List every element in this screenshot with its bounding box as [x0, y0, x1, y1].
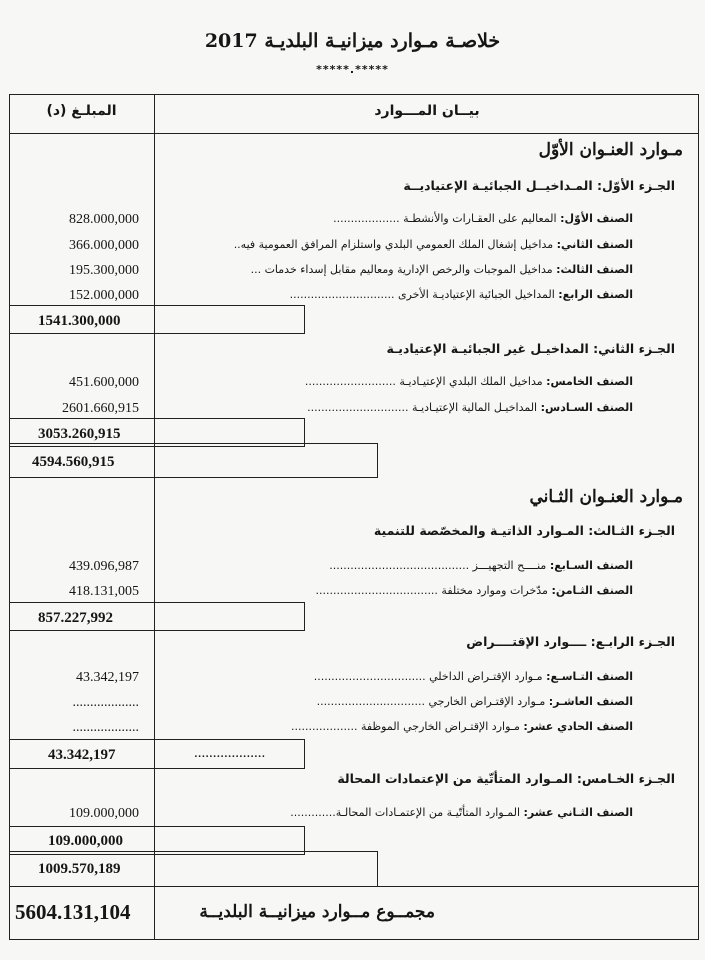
list-item: [329, 559, 633, 572]
header-description: بيــان المـــوارد: [374, 103, 480, 119]
list-item: [251, 263, 633, 276]
item-label: الصنف الثاني:: [556, 238, 633, 251]
item-amount: 109.000,000: [69, 806, 139, 821]
item-label: الصنف الأوّل:: [560, 212, 633, 225]
item-text: المداخيـل المالية الإعتيـاديـة .............................: [307, 401, 538, 414]
subtotal-amount: 3053.260,915: [38, 426, 121, 442]
subtotal-placeholder: ...................: [194, 745, 266, 761]
title-2-total-amount: 1009.570,189: [38, 861, 121, 877]
part-2-title: الجـزء الثاني: المداخيـل غير الجبائيـة الإعتياديـة: [386, 341, 675, 356]
item-label: الصنف السـابع:: [549, 559, 633, 572]
subtotal-amount: 857.227,992: [38, 610, 113, 626]
item-amount: 451.600,000: [69, 375, 139, 390]
list-item: [316, 584, 633, 597]
grand-total-label: مجمــوع مــوارد ميزانيــة البلديــة: [199, 902, 435, 922]
subtotal-amount: 43.342,197: [48, 747, 116, 763]
list-item: [307, 401, 633, 414]
item-label: الصنف السـادس:: [540, 401, 633, 414]
list-item: [234, 238, 633, 251]
list-item: [290, 806, 633, 819]
item-label: الصنف الحادي عشر:: [523, 720, 633, 733]
item-text: مـوارد الإقتـراض الخارجي الموظفة ...................: [291, 720, 520, 733]
column-divider: [154, 94, 155, 940]
item-amount: 195.300,000: [69, 263, 139, 278]
title-1-total-amount: 4594.560,915: [32, 454, 115, 470]
item-amount: 43.342,197: [76, 670, 139, 685]
list-item: [291, 720, 633, 733]
item-text: المداخيل الجبائية الإعتياديـة الأخرى ..............................: [289, 288, 555, 301]
part-1-title: الجـزء الأوّل: المـداخيــل الجبائيـة الإعتياديــة: [403, 178, 675, 193]
item-amount: ...................: [72, 695, 139, 710]
item-amount: 152.000,000: [69, 288, 139, 303]
item-label: الصنف الثـامن:: [551, 584, 633, 597]
item-text: مـوارد الإقتـراض الخارجي ...............................: [316, 695, 546, 708]
list-item: [333, 212, 633, 225]
part-3-title: الجـزء الثـالث: المـوارد الذاتيـة والمخصّصة للتنمية: [373, 523, 675, 538]
item-text: المـوارد المتأتّيـة من الإعتمـادات المحالـة.............: [290, 806, 521, 819]
list-item: [317, 695, 633, 708]
item-text: مداخيل الملك البلدي الإعتيـاديـة ..........................: [304, 375, 543, 388]
list-item: [305, 375, 633, 388]
item-label: الصنف التـاسـع:: [546, 670, 633, 683]
subtotal-amount: 1541.300,000: [38, 313, 121, 329]
part-5-title: الجـزء الخـامس: المـوارد المتأتّية من الإعتمادات المحالة: [337, 771, 675, 786]
item-amount: 366.000,000: [69, 238, 139, 253]
item-label: الصنف العاشـر:: [548, 695, 633, 708]
header-divider: [9, 133, 699, 134]
list-item: [314, 670, 633, 683]
subtotal-amount: 109.000,000: [48, 833, 123, 849]
item-amount: ...................: [72, 720, 139, 735]
item-amount: 828.000,000: [69, 212, 139, 227]
item-text: مداخيل الموجبات والرخص الإدارية ومعاليم مقابل إسداء خدمات ...: [250, 263, 553, 276]
item-label: الصنف الثالث:: [556, 263, 633, 276]
section-title-1: مـوارد العنـوان الأوّل: [538, 140, 683, 160]
item-text: مدّخرات وموارد مختلفة ...................................: [315, 584, 548, 597]
item-text: مداخيل إشغال الملك العمومي البلدي واستلزام المرافق العمومية فيه..: [233, 238, 554, 251]
item-text: مـوارد الإقتـراض الداخلي ................................: [313, 670, 543, 683]
item-label: الصنف الثـاني عشر:: [523, 806, 633, 819]
header-amount: المبلـغ (د): [46, 103, 117, 119]
document-title: خلاصـة مـوارد ميزانيـة البلديـة 2017: [204, 30, 501, 52]
section-title-2: مـوارد العنـوان الثـاني: [529, 487, 683, 507]
item-label: الصنف الخامس:: [546, 375, 633, 388]
item-text: منــــح التجهيـــز ........................................: [329, 559, 547, 572]
grand-total-amount: 5604.131,104: [15, 900, 131, 924]
item-amount: 2601.660,915: [62, 401, 139, 416]
item-label: الصنف الرابع:: [558, 288, 633, 301]
title-ornament: *****.*****: [316, 63, 389, 76]
part-4-title: الجـزء الرابـع: ــــوارد الإقتــــراض: [466, 634, 675, 649]
item-amount: 418.131,005: [69, 584, 139, 599]
item-amount: 439.096,987: [69, 559, 139, 574]
item-text: المعاليم على العقـارات والأنشطـة ...................: [333, 212, 557, 225]
list-item: [290, 288, 633, 301]
